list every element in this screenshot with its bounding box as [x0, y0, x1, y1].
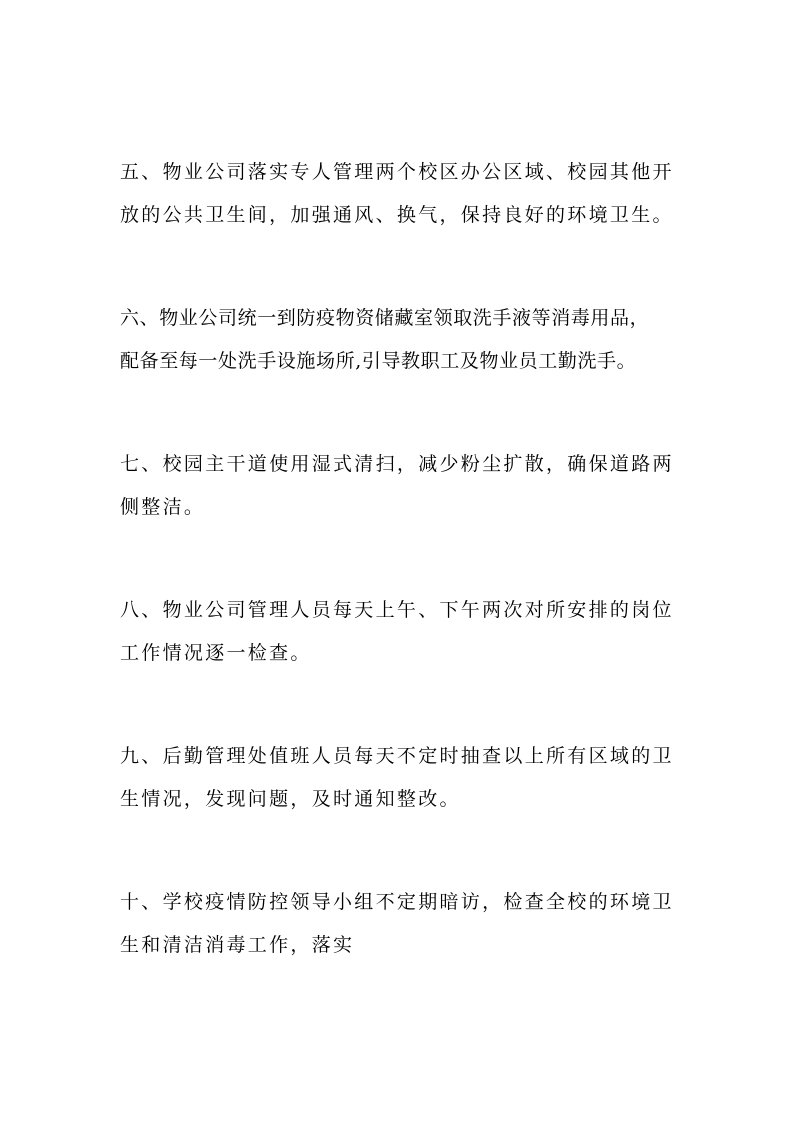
paragraph-line: 侧整洁。 [120, 496, 206, 518]
paragraph-line: 放的公共卫生间，加强通风、换气，保持良好的环境卫生。 [120, 204, 674, 226]
paragraph-10 [120, 881, 680, 967]
paragraph-7 [120, 443, 680, 529]
paragraph-line: 工作情况逐一检查。 [120, 642, 312, 664]
paragraph-line: 六、物业公司统一到防疫物资储藏室领取洗手液等消毒用品， [120, 307, 650, 329]
paragraph-line: 七、校园主干道使用湿式清扫，减少粉尘扩散，确保道路两 [120, 453, 674, 475]
paragraph-line: 九、后勤管理处值班人员每天不定时抽查以上所有区域的卫 [120, 745, 674, 767]
paragraph-9 [120, 735, 680, 821]
paragraph-line: 五、物业公司落实专人管理两个校区办公区域、校园其他开 [120, 161, 674, 183]
paragraph-6 [120, 297, 680, 383]
paragraph-line: 八、物业公司管理人员每天上午、下午两次对所安排的岗位 [120, 599, 674, 621]
paragraph-5 [120, 151, 680, 237]
paragraph-8 [120, 589, 680, 675]
paragraph-line: 配备至每一处洗手设施场所,引导教职工及物业员工勤洗手。 [120, 350, 637, 372]
paragraph-line: 十、学校疫情防控领导小组不定期暗访，检查全校的环境卫 [120, 891, 674, 913]
paragraph-line: 生和清洁消毒工作，落实 [120, 934, 355, 956]
paragraph-line: 生情况，发现问题，及时通知整改。 [120, 788, 461, 810]
